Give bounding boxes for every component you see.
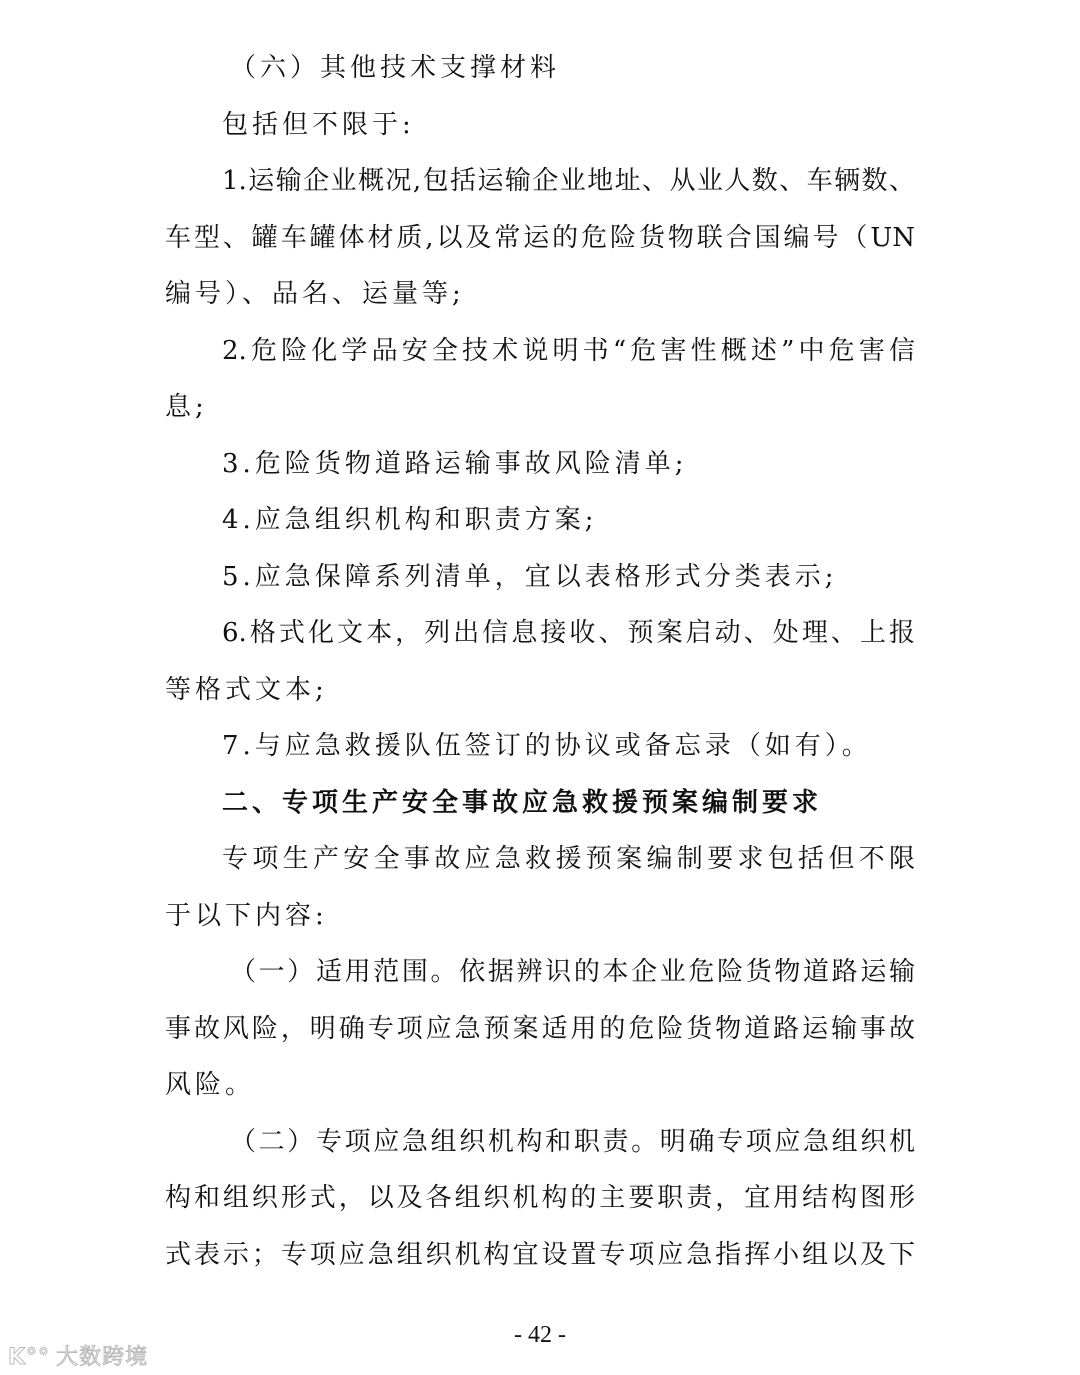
text-line: 车型、罐车罐体材质,以及常运的危险货物联合国编号（UN bbox=[165, 222, 915, 253]
page-number: - 42 - bbox=[514, 1322, 566, 1348]
text-line: 息; bbox=[165, 392, 208, 422]
text-line: 式表示；专项应急组织机构宜设置专项应急指挥小组以及下 bbox=[165, 1239, 915, 1270]
text-line: 构和组织形式，以及各组织机构的主要职责，宜用结构图形 bbox=[165, 1183, 915, 1213]
text-line: 6.格式化文本，列出信息接收、预案启动、处理、上报 bbox=[222, 618, 915, 648]
text-line: 编号）、品名、运量等; bbox=[165, 279, 465, 309]
text-line: （六）其他技术支撑材料 bbox=[230, 53, 561, 83]
text-line: 2.危险化学品安全技术说明书“危害性概述”中危害信 bbox=[222, 335, 915, 366]
section-heading: 二、专项生产安全事故应急救援预案编制要求 bbox=[222, 787, 823, 818]
text-line: （二）专项应急组织机构和职责。明确专项应急组织机 bbox=[230, 1126, 915, 1157]
text-line: 4.应急组织机构和职责方案; bbox=[222, 505, 598, 535]
text-line: 于以下内容: bbox=[165, 900, 328, 931]
text-line: 7.与应急救援队伍签订的协议或备忘录（如有）。 bbox=[222, 731, 872, 761]
text-line: 1.运输企业概况,包括运输企业地址、从业人数、车辆数、 bbox=[222, 166, 915, 196]
text-line: 3.危险货物道路运输事故风险清单; bbox=[222, 448, 688, 479]
text-line: 专项生产安全事故应急救援预案编制要求包括但不限 bbox=[222, 844, 915, 874]
text-line: 事故风险，明确专项应急预案适用的危险货物道路运输事故 bbox=[165, 1013, 915, 1044]
watermark bbox=[8, 1340, 148, 1371]
text-line: 等格式文本; bbox=[165, 674, 328, 705]
text-line: 5.应急保障系列清单，宜以表格形式分类表示; bbox=[222, 561, 838, 592]
watermark-text: 大数跨境 bbox=[56, 1345, 149, 1370]
watermark-logo-icon: K°° bbox=[8, 1345, 51, 1370]
text-line: 包括但不限于: bbox=[222, 109, 415, 140]
text-line: （一）适用范围。依据辨识的本企业危险货物道路运输 bbox=[230, 957, 915, 987]
text-line: 风险。 bbox=[165, 1070, 256, 1100]
